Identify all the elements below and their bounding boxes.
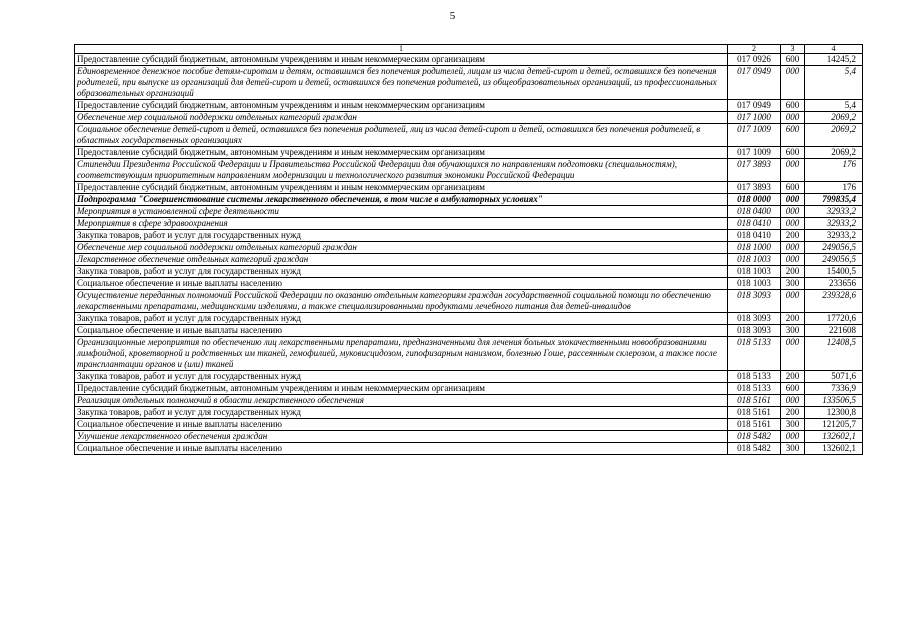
row-amount: 7336,9 (805, 383, 863, 395)
row-amount: 32933,2 (805, 206, 863, 218)
row-amount: 2069,2 (805, 147, 863, 159)
table-row (75, 337, 863, 371)
row-expense-type-code: 300 (781, 419, 805, 431)
table-row (75, 419, 863, 431)
row-target-article-code: 018 5161 (728, 407, 781, 419)
row-name: Улучшение лекарственного обеспечения граждан (75, 431, 728, 443)
row-target-article-code: 018 5133 (728, 383, 781, 395)
row-target-article-code: 017 0926 (728, 54, 781, 66)
row-expense-type-code: 000 (781, 337, 805, 371)
row-target-article-code: 018 0400 (728, 206, 781, 218)
row-expense-type-code: 000 (781, 194, 805, 206)
row-expense-type-code: 000 (781, 431, 805, 443)
row-name: Закупка товаров, работ и услуг для государственных нужд (75, 266, 728, 278)
row-amount: 17720,6 (805, 313, 863, 325)
row-amount: 32933,2 (805, 218, 863, 230)
row-expense-type-code: 000 (781, 395, 805, 407)
row-expense-type-code: 000 (781, 206, 805, 218)
table-row (75, 218, 863, 230)
row-name: Реализация отдельных полномочий в области лекарственного обеспечения (75, 395, 728, 407)
row-expense-type-code: 600 (781, 383, 805, 395)
row-amount: 5,4 (805, 66, 863, 100)
row-expense-type-code: 600 (781, 100, 805, 112)
row-expense-type-code: 000 (781, 254, 805, 266)
row-target-article-code: 017 0949 (728, 100, 781, 112)
row-target-article-code: 018 5161 (728, 395, 781, 407)
table-row (75, 54, 863, 66)
column-number-4: 4 (805, 45, 863, 54)
row-target-article-code: 018 0410 (728, 218, 781, 230)
column-number-3: 3 (781, 45, 805, 54)
row-amount: 249056,5 (805, 254, 863, 266)
row-name: Предоставление субсидий бюджетным, автономным учреждениям и иным некоммерческим организациям (75, 54, 728, 66)
row-expense-type-code: 600 (781, 182, 805, 194)
table-row (75, 159, 863, 182)
row-amount: 221608 (805, 325, 863, 337)
table-row (75, 230, 863, 242)
row-target-article-code: 018 1000 (728, 242, 781, 254)
row-target-article-code: 018 0000 (728, 194, 781, 206)
row-name: Подпрограмма "Совершенствование системы лекарственного обеспечения, в том числе в амбулаторных условиях" (75, 194, 728, 206)
row-name: Закупка товаров, работ и услуг для государственных нужд (75, 407, 728, 419)
row-amount: 799835,4 (805, 194, 863, 206)
row-name: Лекарственное обеспечение отдельных категорий граждан (75, 254, 728, 266)
page-number: 5 (449, 10, 456, 22)
row-expense-type-code: 200 (781, 313, 805, 325)
column-number-row (75, 45, 863, 54)
row-name: Предоставление субсидий бюджетным, автономным учреждениям и иным некоммерческим организациям (75, 100, 728, 112)
row-expense-type-code: 000 (781, 159, 805, 182)
row-name: Социальное обеспечение и иные выплаты населению (75, 419, 728, 431)
row-expense-type-code: 300 (781, 278, 805, 290)
row-amount: 12300,8 (805, 407, 863, 419)
row-expense-type-code: 600 (781, 124, 805, 147)
row-amount: 249056,5 (805, 242, 863, 254)
row-expense-type-code: 000 (781, 66, 805, 100)
row-amount: 2069,2 (805, 112, 863, 124)
row-target-article-code: 018 1003 (728, 254, 781, 266)
row-name: Социальное обеспечение и иные выплаты населению (75, 325, 728, 337)
row-target-article-code: 017 1009 (728, 147, 781, 159)
table-row (75, 371, 863, 383)
row-amount: 32933,2 (805, 230, 863, 242)
row-name: Социальное обеспечение детей-сирот и детей, оставшихся без попечения родителей, лиц из числа детей-сирот и детей, оставшихся без попечения родителей, в областных государственных организациях (75, 124, 728, 147)
row-expense-type-code: 600 (781, 54, 805, 66)
row-name: Мероприятия в сфере здравоохранения (75, 218, 728, 230)
row-target-article-code: 018 1003 (728, 278, 781, 290)
row-amount: 2069,2 (805, 124, 863, 147)
row-amount: 5071,6 (805, 371, 863, 383)
row-expense-type-code: 300 (781, 443, 805, 455)
table-row (75, 290, 863, 313)
row-name: Закупка товаров, работ и услуг для государственных нужд (75, 313, 728, 325)
column-number-1: 1 (75, 45, 728, 54)
table-row (75, 182, 863, 194)
row-target-article-code: 017 1009 (728, 124, 781, 147)
budget-table (74, 44, 863, 455)
row-amount: 233656 (805, 278, 863, 290)
row-amount: 5,4 (805, 100, 863, 112)
row-name: Закупка товаров, работ и услуг для государственных нужд (75, 371, 728, 383)
table-row (75, 313, 863, 325)
row-name: Социальное обеспечение и иные выплаты населению (75, 278, 728, 290)
table-row (75, 66, 863, 100)
table-row (75, 431, 863, 443)
row-name: Предоставление субсидий бюджетным, автономным учреждениям и иным некоммерческим организациям (75, 147, 728, 159)
row-name: Мероприятия в установленной сфере деятельности (75, 206, 728, 218)
row-target-article-code: 018 0410 (728, 230, 781, 242)
row-expense-type-code: 300 (781, 325, 805, 337)
row-amount: 132602,1 (805, 431, 863, 443)
row-name: Обеспечение мер социальной поддержки отдельных категорий граждан (75, 112, 728, 124)
row-expense-type-code: 000 (781, 290, 805, 313)
row-target-article-code: 018 3093 (728, 290, 781, 313)
table-row (75, 194, 863, 206)
table-row (75, 206, 863, 218)
table-row (75, 395, 863, 407)
row-expense-type-code: 000 (781, 242, 805, 254)
row-target-article-code: 018 3093 (728, 325, 781, 337)
row-target-article-code: 018 5482 (728, 431, 781, 443)
row-name: Стипендии Президента Российской Федерации и Правительства Российской Федерации для обучающихся по направлениям подготовки (специальностям), соответствующим приоритетным направлениям модернизации и технологического развития экономики Российской Федерации (75, 159, 728, 182)
table-row (75, 254, 863, 266)
row-expense-type-code: 200 (781, 266, 805, 278)
table-row (75, 112, 863, 124)
row-amount: 239328,6 (805, 290, 863, 313)
row-expense-type-code: 600 (781, 147, 805, 159)
row-name: Единовременное денежное пособие детям-сиротам и детям, оставшимся без попечения родителей, лицам из числа детей-сирот и детей, оставшихся без попечения родителей, при выпуске из организаций для детей-сирот и детей, оставшихся без попечения родителей, из общеобразовательных организаций, из профессиональных образовательных организаций (75, 66, 728, 100)
row-amount: 14245,2 (805, 54, 863, 66)
row-amount: 176 (805, 159, 863, 182)
table-row (75, 278, 863, 290)
row-target-article-code: 018 5133 (728, 371, 781, 383)
row-target-article-code: 018 3093 (728, 313, 781, 325)
row-expense-type-code: 200 (781, 407, 805, 419)
row-expense-type-code: 200 (781, 371, 805, 383)
row-expense-type-code: 200 (781, 230, 805, 242)
table-row (75, 100, 863, 112)
row-target-article-code: 017 0949 (728, 66, 781, 100)
row-name: Предоставление субсидий бюджетным, автономным учреждениям и иным некоммерческим организациям (75, 182, 728, 194)
row-expense-type-code: 000 (781, 218, 805, 230)
table-row (75, 443, 863, 455)
row-amount: 132602,1 (805, 443, 863, 455)
table-row (75, 266, 863, 278)
column-number-2: 2 (728, 45, 781, 54)
row-target-article-code: 018 5133 (728, 337, 781, 371)
table-row (75, 124, 863, 147)
row-name: Предоставление субсидий бюджетным, автономным учреждениям и иным некоммерческим организациям (75, 383, 728, 395)
row-name: Закупка товаров, работ и услуг для государственных нужд (75, 230, 728, 242)
table-row (75, 147, 863, 159)
row-expense-type-code: 000 (781, 112, 805, 124)
table-row (75, 407, 863, 419)
row-name: Социальное обеспечение и иные выплаты населению (75, 443, 728, 455)
row-name: Осуществление переданных полномочий Российской Федерации по оказанию отдельным категориям граждан государственной социальной помощи по обеспечению лекарственными препаратами, медицинскими изделиями, а также специализированными продуктами лечебного питания для детей-инвалидов (75, 290, 728, 313)
row-amount: 121205,7 (805, 419, 863, 431)
table-row (75, 383, 863, 395)
row-target-article-code: 018 5482 (728, 443, 781, 455)
table-row (75, 325, 863, 337)
row-target-article-code: 018 1003 (728, 266, 781, 278)
row-name: Организационные мероприятия по обеспечению лиц лекарственными препаратами, предназначенными для лечения больных злокачественными новообразованиями лимфоидной, кроветворной и родственных им тканей, гемофилией, муковисцидозом, гипофизарным нанизмом, болезнью Гоше, рассеянным склерозом, а также после трансплантации органов и (или) тканей (75, 337, 728, 371)
budget-table-body (75, 45, 863, 455)
row-amount: 176 (805, 182, 863, 194)
row-target-article-code: 017 3893 (728, 159, 781, 182)
row-name: Обеспечение мер социальной поддержки отдельных категорий граждан (75, 242, 728, 254)
row-target-article-code: 018 5161 (728, 419, 781, 431)
row-target-article-code: 017 3893 (728, 182, 781, 194)
row-amount: 12408,5 (805, 337, 863, 371)
row-amount: 133506,5 (805, 395, 863, 407)
row-target-article-code: 017 1000 (728, 112, 781, 124)
table-row (75, 242, 863, 254)
row-amount: 15400,5 (805, 266, 863, 278)
